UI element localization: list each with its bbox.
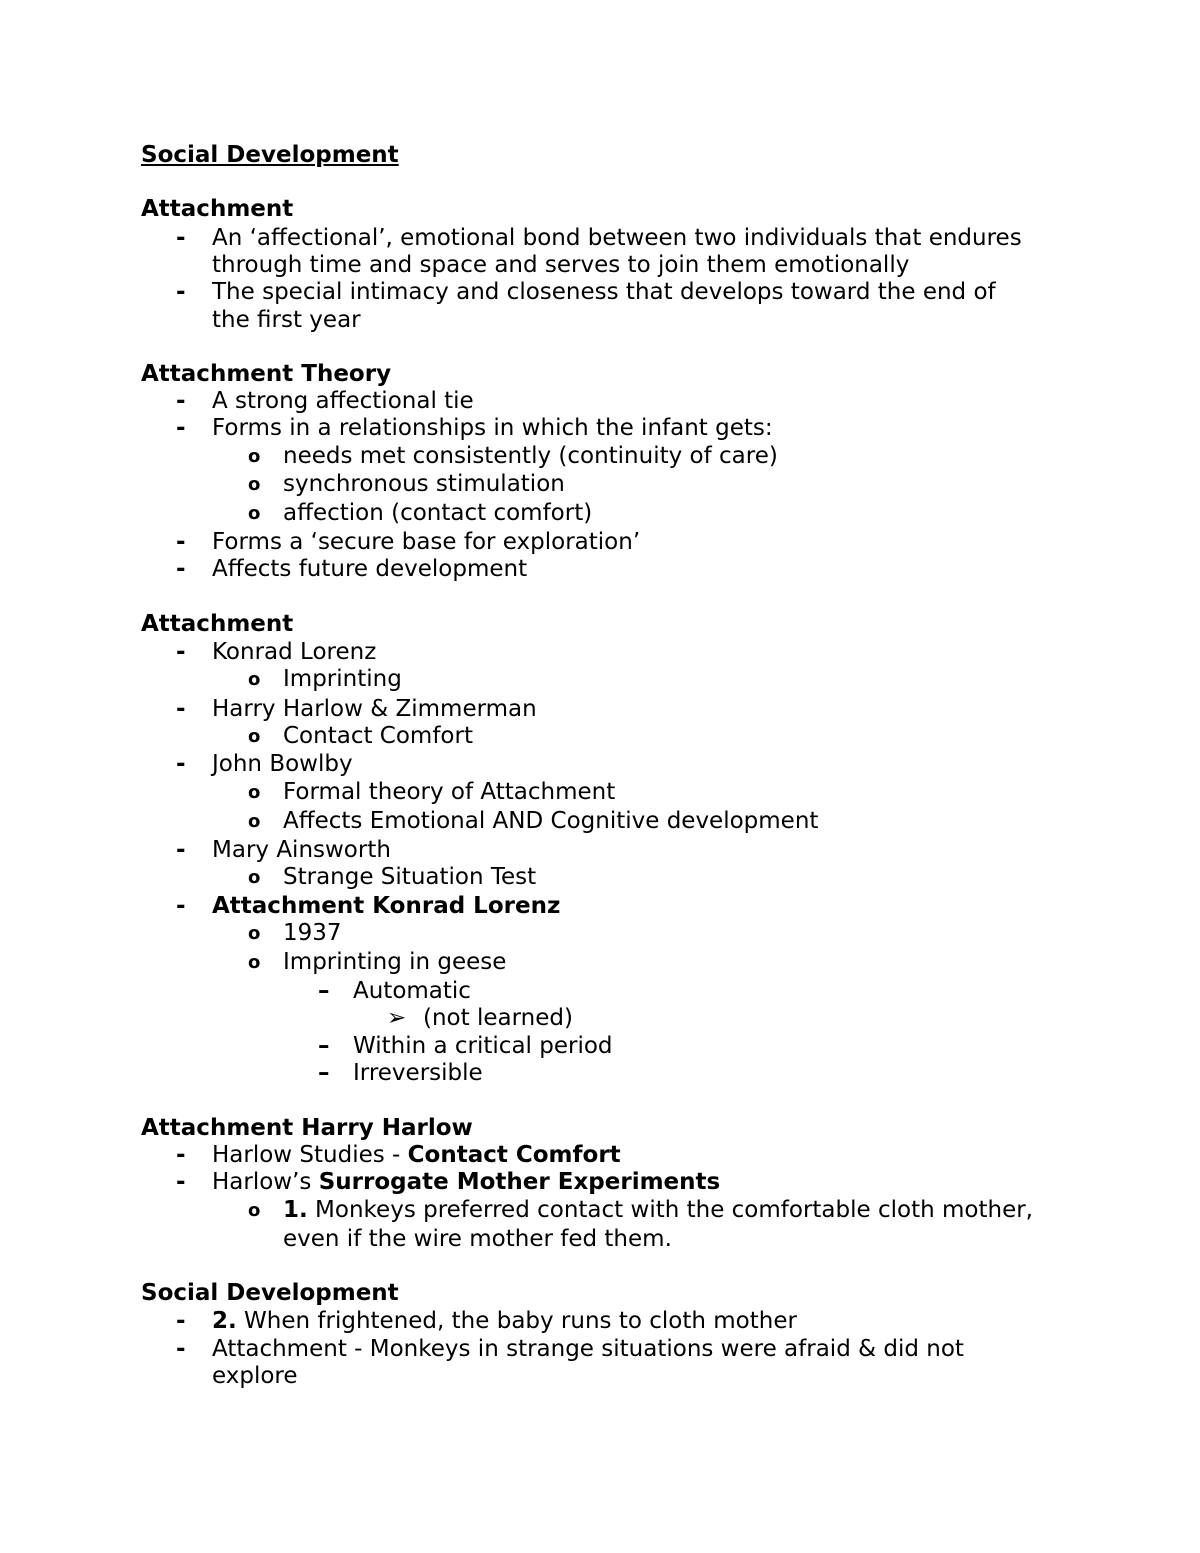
circle-bullet-icon: o [248,782,261,803]
dash-bullet-icon: - [176,1336,186,1362]
dash-bullet-icon: - [176,893,186,919]
circle-bullet-icon: o [248,952,261,973]
document-page: Social Development Attachment - An ‘affectional’, emotional bond between two individuals that endures through time and space and serves to join them emotionally - The special intimacy and closeness that develops toward the end of the first year Attachment Theory - A strong affectional tie - Forms in a relationships in which the infant gets: o needs met consistently (continuity of care) o synchronous stimulation o affection (contact comfort) - Forms a ‘secure base for exploration’ - Affects future development Attachment - Konrad Lorenz o Imprinting - Harry Harlow & Zimmerman o Contact Comfort - John Bowlby o Formal theory of Attachment o Affects Emotional AND Cognitive development - Mary Ainsworth o Strange Situation Test - Attachment Konrad Lorenz o 1937 o Imprinting in geese – Automatic ➢ (not learned) – Within a critical period – Irreversible Attachment Harry Harlow - Harlow Studies - Contact Comfort - Harlow’s Surrogate Mother Experiments o 1. Monkeys preferred contact with the comfortable cloth mother, even if the wire mother fed them. Social Development - 2. When frightened, the baby runs to cloth mother - Attachment - Monkeys in strange situations were afraid & did not explore [141,142,1033,1389]
circle-bullet-icon: o [248,923,261,944]
dash-bullet-icon: - [176,556,186,582]
dash-bullet-icon: - [176,415,186,441]
dash-bullet-icon: - [176,388,186,414]
arrow-bullet-icon: ➢ [387,1005,407,1031]
circle-bullet-icon: o [248,811,261,832]
circle-bullet-icon: o [248,474,261,495]
dash-bullet-icon: - [176,639,186,665]
circle-bullet-icon: o [248,1200,261,1221]
dash-bullet-icon: - [176,279,186,305]
circle-bullet-icon: o [248,446,261,467]
endash-bullet-icon: – [318,978,330,1004]
circle-bullet-icon: o [248,867,261,888]
circle-bullet-icon: o [248,669,261,690]
circle-bullet-icon: o [248,503,261,524]
title-text: Social Development [141,142,399,168]
dash-bullet-icon: - [176,225,186,251]
dash-bullet-icon: - [176,529,186,555]
endash-bullet-icon: – [318,1060,330,1086]
endash-bullet-icon: – [318,1033,330,1059]
circle-bullet-icon: o [248,726,261,747]
dash-bullet-icon: - [176,696,186,722]
dash-bullet-icon: - [176,1308,186,1334]
dash-bullet-icon: - [176,751,186,777]
dash-bullet-icon: - [176,1169,186,1195]
dash-bullet-icon: - [176,1142,186,1168]
dash-bullet-icon: - [176,837,186,863]
